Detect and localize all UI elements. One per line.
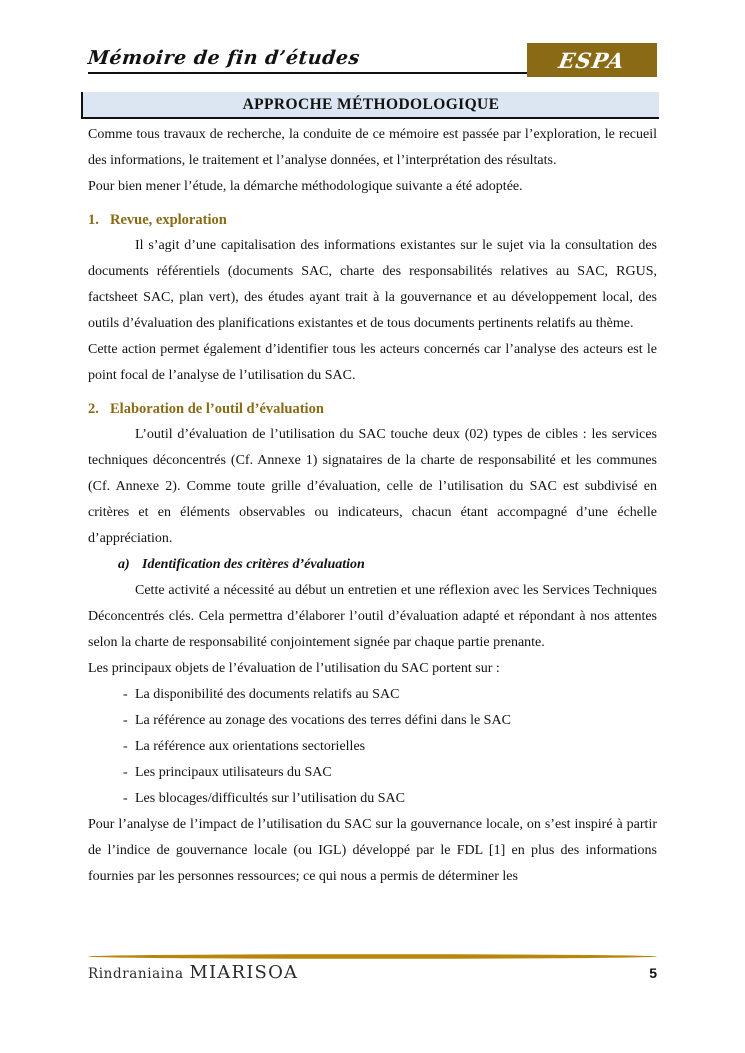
intro-paragraph-2: Pour bien mener l’étude, la démarche méthodologique suivante a été adoptée. [88,179,523,194]
evaluation-objects-list [88,682,657,812]
footer-row [88,962,657,983]
header-running-title: Mémoire de fin d’études [86,47,361,69]
dash-bullet: - [123,791,128,806]
list-item [88,786,657,812]
author-name [88,962,298,983]
list-item-text: La référence aux orientations sectorielles [135,739,366,754]
document-body [88,122,657,890]
page-header [88,44,657,74]
author-last-name: MIARISOA [189,962,299,983]
dash-bullet: - [123,765,128,780]
list-item [88,734,657,760]
page-number: 5 [649,965,657,981]
section-1-paragraph-2: Cette action permet également d’identifier tous les acteurs concernés car l’analyse des acteurs est le point focal de l’analyse de l’utilisation du SAC. [88,342,657,383]
intro-paragraph-1: Comme tous travaux de recherche, la conduite de ce mémoire est passée par l’exploration, le recueil des informations, le traitement et l’analyse données, et l’interprétation des résultats. [88,127,657,168]
section-1-heading [88,207,657,233]
dash-bullet: - [123,739,128,754]
page-footer [88,953,657,983]
section-2-number: 2. [88,401,99,417]
list-item [88,760,657,786]
list-intro: Les principaux objets de l’évaluation de l’utilisation du SAC portent sur : [88,661,500,676]
chapter-title-banner: APPROCHE MÉTHODOLOGIQUE [81,92,659,119]
section-1-label: Revue, exploration [110,212,227,228]
subsection-a-number: a) [118,557,130,572]
dash-bullet: - [123,687,128,702]
list-item [88,708,657,734]
subsection-a-label: Identification des critères d’évaluation [142,557,365,572]
section-2-label: Elaboration de l’outil d’évaluation [110,401,324,417]
section-2-paragraph-3: Pour l’analyse de l’impact de l’utilisation du SAC sur la gouvernance locale, on s’est inspiré à partir de l’indice de gouvernance locale (ou IGL) développé par le FDL [1] en plus des informations fournies par les personnes ressources; ce qui nous a permis de déterminer les [88,817,657,884]
list-item [88,682,657,708]
section-2-heading [88,396,657,422]
section-1-paragraph-1: Il s’agit d’une capitalisation des informations existantes sur le sujet via la consultation des documents référentiels (documents SAC, charte des responsabilités relatives au SAC, RGUS, factsheet SAC, plan vert), des études ayant trait à la gouvernance et au développement local, des outils d’évaluation des planifications existantes et de tous documents pertinents relatifs au thème. [88,238,657,331]
list-item-text: La disponibilité des documents relatifs au SAC [135,687,400,702]
list-item-text: Les principaux utilisateurs du SAC [135,765,332,780]
subsection-a-heading [118,552,657,578]
author-first-name: Rindraniaina [88,966,184,982]
espa-logo-text: ESPA [556,47,628,73]
section-2-paragraph-1: L’outil d’évaluation de l’utilisation du SAC touche deux (02) types de cibles : les services techniques déconcentrés (Cf. Annexe 1) signataires de la charte de responsabilité et les communes (Cf. Annexe 2). Comme toute grille d’évaluation, celle de l’utilisation du SAC est subdivisé en critères et en éléments observables ou indicateurs, chacun étant accompagné d’une échelle d’appréciation. [88,427,657,546]
list-item-text: La référence au zonage des vocations des terres défini dans le SAC [135,713,511,728]
dash-bullet: - [123,713,128,728]
espa-logo [527,43,657,77]
section-2-paragraph-2: Cette activité a nécessité au début un entretien et une réflexion avec les Services Techniques Déconcentrés clés. Cela permettra d’élaborer l’outil d’évaluation adapté et répondant à nos attentes selon la charte de responsabilité conjointement signée par chaque partie prenante. [88,583,657,650]
list-item-text: Les blocages/difficultés sur l’utilisation du SAC [135,791,405,806]
section-1-number: 1. [88,212,99,228]
footer-gold-rule [88,953,657,960]
